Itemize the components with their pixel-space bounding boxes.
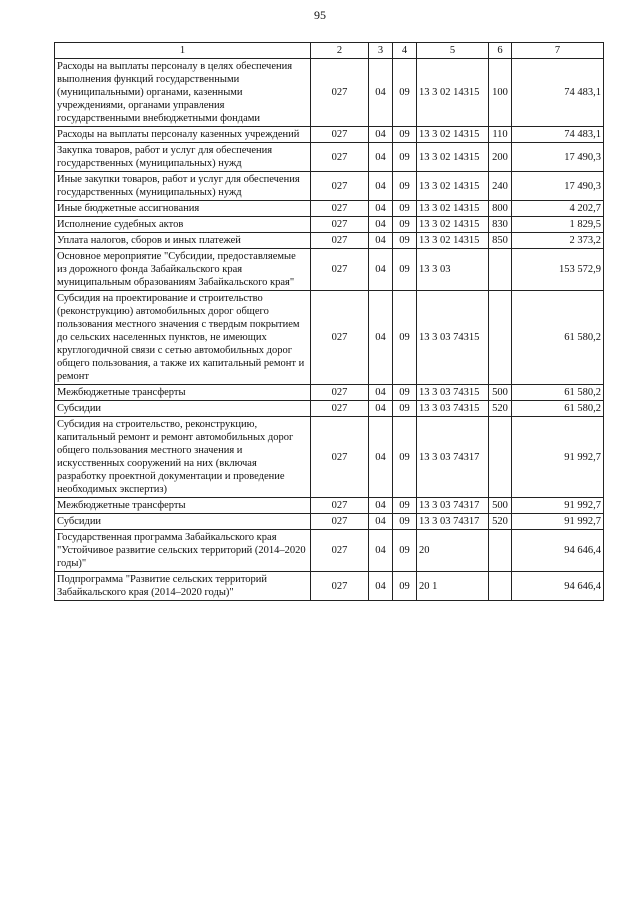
col-2-value: 027 <box>311 201 369 217</box>
col-6-value: 500 <box>489 385 512 401</box>
col-5-value: 13 3 03 74315 <box>417 401 489 417</box>
col-5-value: 13 3 02 14315 <box>417 233 489 249</box>
table-header-row <box>55 43 604 59</box>
table-row <box>55 291 604 385</box>
row-name: Иные бюджетные ассигнования <box>55 201 311 217</box>
page-number: 95 <box>314 8 326 22</box>
col-7-value: 2 373,2 <box>512 233 604 249</box>
row-name: Межбюджетные трансферты <box>55 498 311 514</box>
table-row <box>55 201 604 217</box>
col-3-value: 04 <box>369 401 393 417</box>
col-2-value: 027 <box>311 530 369 572</box>
col-4-value: 09 <box>393 572 417 601</box>
col-7-value: 4 202,7 <box>512 201 604 217</box>
row-name: Субсидия на проектирование и строительство (реконструкцию) автомобильных дорог общего пользования местного значения с твердым покрытием до сельских населенных пунктов, не имеющих круглогодичной связи с сетью автомобильных дорог общего пользования, а также их капитальный ремонт и ремонт <box>55 291 311 385</box>
header-cell: 3 <box>369 43 393 59</box>
col-5-value: 20 1 <box>417 572 489 601</box>
row-name: Исполнение судебных актов <box>55 217 311 233</box>
table-row <box>55 143 604 172</box>
col-5-value: 13 3 02 14315 <box>417 143 489 172</box>
col-6-value: 520 <box>489 514 512 530</box>
row-name: Иные закупки товаров, работ и услуг для обеспечения государственных (муниципальных) нужд <box>55 172 311 201</box>
col-2-value: 027 <box>311 291 369 385</box>
col-5-value: 13 3 03 74315 <box>417 291 489 385</box>
col-3-value: 04 <box>369 217 393 233</box>
col-4-value: 09 <box>393 514 417 530</box>
col-4-value: 09 <box>393 172 417 201</box>
row-name: Субсидии <box>55 514 311 530</box>
col-5-value: 13 3 02 14315 <box>417 201 489 217</box>
col-4-value: 09 <box>393 217 417 233</box>
col-3-value: 04 <box>369 59 393 127</box>
col-2-value: 027 <box>311 572 369 601</box>
col-3-value: 04 <box>369 417 393 498</box>
col-6-value <box>489 249 512 291</box>
table-row <box>55 217 604 233</box>
budget-table <box>54 42 604 601</box>
col-7-value: 91 992,7 <box>512 417 604 498</box>
col-4-value: 09 <box>393 143 417 172</box>
col-2-value: 027 <box>311 143 369 172</box>
col-6-value: 240 <box>489 172 512 201</box>
table-row <box>55 498 604 514</box>
col-6-value: 850 <box>489 233 512 249</box>
table-row <box>55 417 604 498</box>
col-6-value: 200 <box>489 143 512 172</box>
row-name: Расходы на выплаты персоналу казенных учреждений <box>55 127 311 143</box>
table-row <box>55 172 604 201</box>
table-row <box>55 572 604 601</box>
col-4-value: 09 <box>393 417 417 498</box>
table-row <box>55 401 604 417</box>
col-7-value: 61 580,2 <box>512 385 604 401</box>
col-7-value: 17 490,3 <box>512 172 604 201</box>
col-2-value: 027 <box>311 249 369 291</box>
row-name: Расходы на выплаты персоналу в целях обеспечения выполнения функций государственными (муниципальными) органами, казенными учреждениями, органами управления государственными внебюджетными фондами <box>55 59 311 127</box>
col-3-value: 04 <box>369 201 393 217</box>
col-7-value: 17 490,3 <box>512 143 604 172</box>
table-row <box>55 233 604 249</box>
header-cell: 6 <box>489 43 512 59</box>
col-4-value: 09 <box>393 233 417 249</box>
col-6-value: 520 <box>489 401 512 417</box>
col-7-value: 94 646,4 <box>512 572 604 601</box>
row-name: Закупка товаров, работ и услуг для обеспечения государственных (муниципальных) нужд <box>55 143 311 172</box>
col-2-value: 027 <box>311 217 369 233</box>
col-4-value: 09 <box>393 385 417 401</box>
row-name: Субсидия на строительство, реконструкцию, капитальный ремонт и ремонт автомобильных дорог общего пользования местного значения и искусственных сооружений на них (включая разработку проектной документации и проведение необходимых экспертиз) <box>55 417 311 498</box>
col-5-value: 13 3 03 74317 <box>417 498 489 514</box>
col-3-value: 04 <box>369 572 393 601</box>
col-2-value: 027 <box>311 127 369 143</box>
table-row <box>55 127 604 143</box>
col-5-value: 13 3 02 14315 <box>417 172 489 201</box>
col-7-value: 91 992,7 <box>512 498 604 514</box>
col-6-value: 110 <box>489 127 512 143</box>
col-3-value: 04 <box>369 172 393 201</box>
col-5-value: 13 3 03 74315 <box>417 385 489 401</box>
header-cell: 7 <box>512 43 604 59</box>
col-7-value: 91 992,7 <box>512 514 604 530</box>
header-cell: 5 <box>417 43 489 59</box>
col-3-value: 04 <box>369 291 393 385</box>
col-7-value: 61 580,2 <box>512 401 604 417</box>
table-row <box>55 249 604 291</box>
col-5-value: 13 3 02 14315 <box>417 217 489 233</box>
col-3-value: 04 <box>369 498 393 514</box>
col-4-value: 09 <box>393 530 417 572</box>
col-2-value: 027 <box>311 514 369 530</box>
col-3-value: 04 <box>369 249 393 291</box>
table-row <box>55 385 604 401</box>
col-4-value: 09 <box>393 59 417 127</box>
col-2-value: 027 <box>311 498 369 514</box>
col-5-value: 20 <box>417 530 489 572</box>
col-7-value: 1 829,5 <box>512 217 604 233</box>
col-6-value <box>489 291 512 385</box>
row-name: Межбюджетные трансферты <box>55 385 311 401</box>
table-row <box>55 514 604 530</box>
col-4-value: 09 <box>393 498 417 514</box>
col-4-value: 09 <box>393 291 417 385</box>
col-3-value: 04 <box>369 143 393 172</box>
col-5-value: 13 3 03 74317 <box>417 514 489 530</box>
row-name: Государственная программа Забайкальского края "Устойчивое развитие сельских территорий (2014–2020 годы)" <box>55 530 311 572</box>
row-name: Субсидии <box>55 401 311 417</box>
col-7-value: 74 483,1 <box>512 127 604 143</box>
row-name: Подпрограмма "Развитие сельских территорий Забайкальского края (2014–2020 годы)" <box>55 572 311 601</box>
col-4-value: 09 <box>393 249 417 291</box>
row-name: Основное мероприятие "Субсидии, предоставляемые из дорожного фонда Забайкальского края муниципальным образованиям Забайкальского края" <box>55 249 311 291</box>
col-2-value: 027 <box>311 385 369 401</box>
col-7-value: 94 646,4 <box>512 530 604 572</box>
col-2-value: 027 <box>311 233 369 249</box>
table-row <box>55 59 604 127</box>
col-6-value: 100 <box>489 59 512 127</box>
col-7-value: 153 572,9 <box>512 249 604 291</box>
col-6-value <box>489 530 512 572</box>
col-2-value: 027 <box>311 59 369 127</box>
col-4-value: 09 <box>393 201 417 217</box>
col-6-value <box>489 417 512 498</box>
col-4-value: 09 <box>393 401 417 417</box>
col-2-value: 027 <box>311 172 369 201</box>
col-6-value: 500 <box>489 498 512 514</box>
col-4-value: 09 <box>393 127 417 143</box>
col-3-value: 04 <box>369 233 393 249</box>
row-name: Уплата налогов, сборов и иных платежей <box>55 233 311 249</box>
col-6-value: 800 <box>489 201 512 217</box>
col-2-value: 027 <box>311 417 369 498</box>
col-5-value: 13 3 02 14315 <box>417 127 489 143</box>
col-7-value: 74 483,1 <box>512 59 604 127</box>
col-3-value: 04 <box>369 127 393 143</box>
header-cell: 1 <box>55 43 311 59</box>
col-3-value: 04 <box>369 514 393 530</box>
header-cell: 4 <box>393 43 417 59</box>
col-5-value: 13 3 02 14315 <box>417 59 489 127</box>
col-7-value: 61 580,2 <box>512 291 604 385</box>
table-row <box>55 530 604 572</box>
col-6-value <box>489 572 512 601</box>
col-6-value: 830 <box>489 217 512 233</box>
header-cell: 2 <box>311 43 369 59</box>
col-2-value: 027 <box>311 401 369 417</box>
col-5-value: 13 3 03 <box>417 249 489 291</box>
col-3-value: 04 <box>369 385 393 401</box>
col-5-value: 13 3 03 74317 <box>417 417 489 498</box>
col-3-value: 04 <box>369 530 393 572</box>
